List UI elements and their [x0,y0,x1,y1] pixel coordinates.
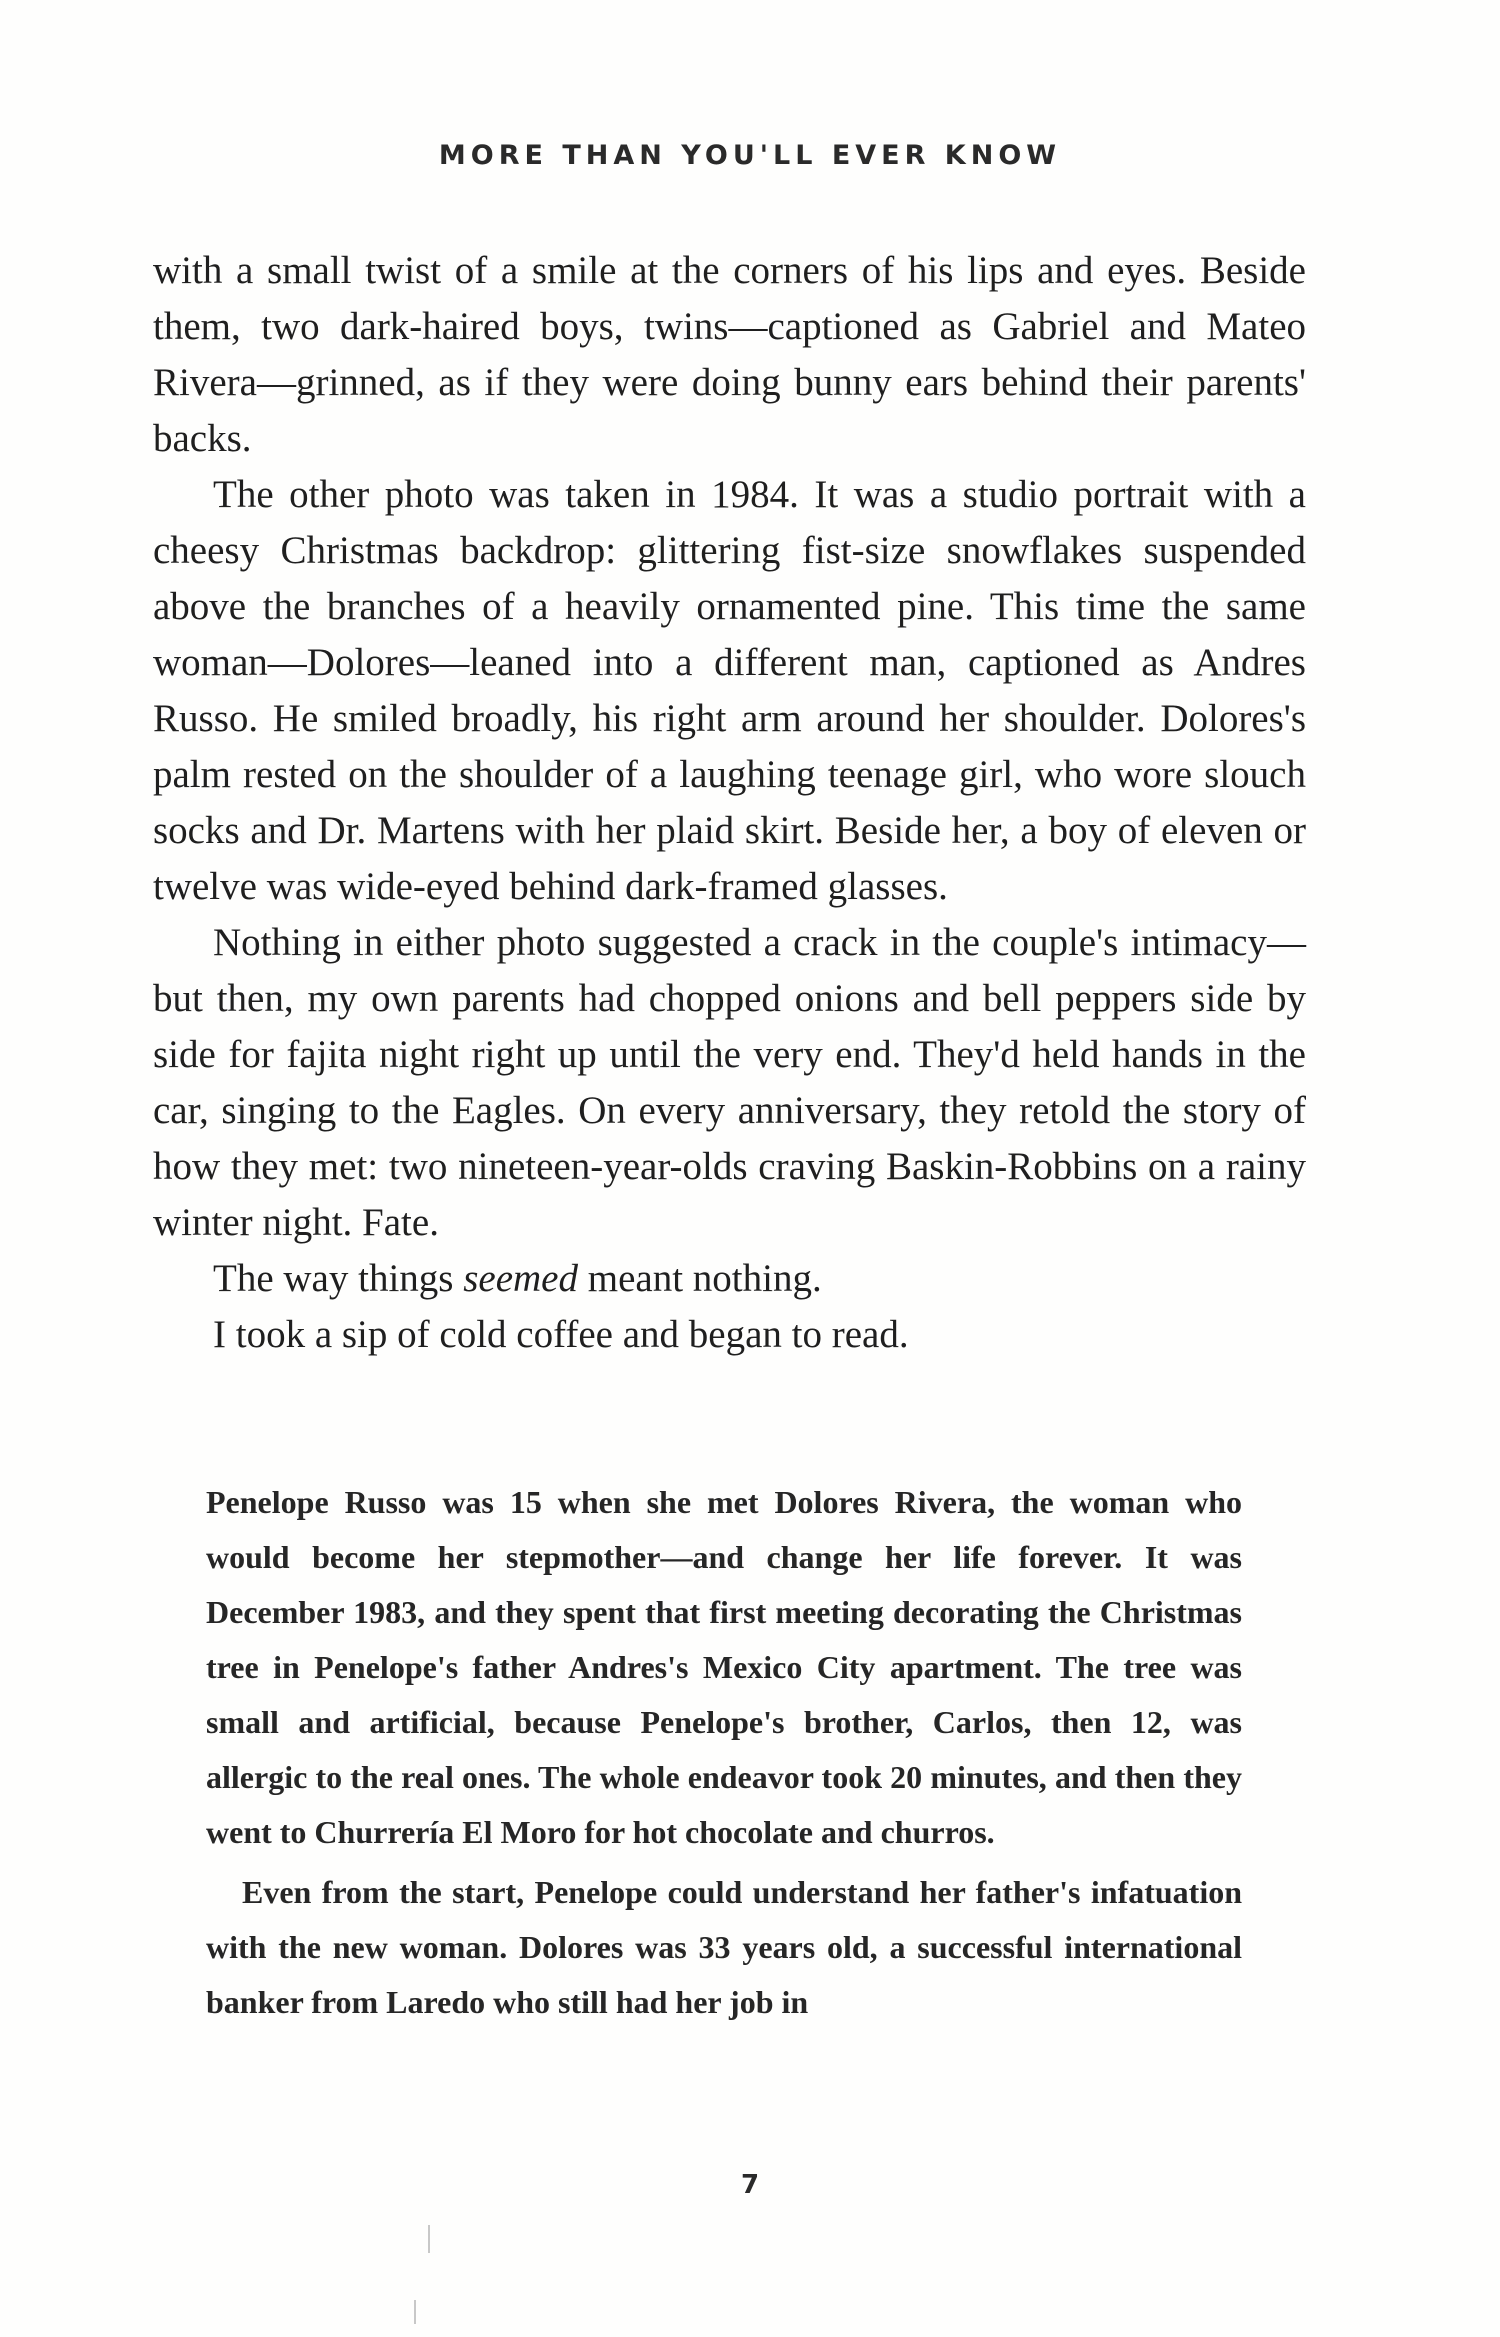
paragraph-seemed [153,1251,1306,1307]
seemed-after: meant nothing. [578,1257,822,1300]
excerpt-paragraph-2: Even from the start, Penelope could understand her father's infatuation with the new woman. Dolores was 33 years old, a successful international banker from Laredo who still had her job in [206,1874,1242,2020]
running-head: MORE THAN YOU'LL EVER KNOW [438,140,1062,171]
body-text [153,243,1306,1363]
scan-artifact [414,2300,416,2324]
paragraph-1: with a small twist of a smile at the corners of his lips and eyes. Beside them, two dark-haired boys, twins—captioned as Gabriel and Mateo Rivera—grinned, as if they were doing bunny ears behind their parents' backs. [153,249,1306,460]
paragraph-last: I took a sip of cold coffee and began to read. [213,1313,909,1356]
article-excerpt [206,1475,1242,2030]
seemed-before: The way things [213,1257,464,1300]
scan-artifact [428,2225,430,2253]
paragraph-2: The other photo was taken in 1984. It was a studio portrait with a cheesy Christmas backdrop: glittering fist-size snowflakes suspended above the branches of a heavily ornamented pine. This time the same woman—Dolores—leaned into a different man, captioned as Andres Russo. He smiled broadly, his right arm around her shoulder. Dolores's palm rested on the shoulder of a laughing teenage girl, who wore slouch socks and Dr. Martens with her plaid skirt. Beside her, a boy of eleven or twelve was wide-eyed behind dark-framed glasses. [153,473,1306,908]
page-number: 7 [740,2170,760,2200]
seemed-emphasis: seemed [463,1257,578,1300]
excerpt-paragraph-1: Penelope Russo was 15 when she met Dolores Rivera, the woman who would become her stepmother—and change her life forever. It was December 1983, and they spent that first meeting decorating the Christmas tree in Penelope's father Andres's Mexico City apartment. The tree was small and artificial, because Penelope's brother, Carlos, then 12, was allergic to the real ones. The whole endeavor took 20 minutes, and then they went to Churrería El Moro for hot chocolate and churros. [206,1484,1242,1850]
paragraph-3: Nothing in either photo suggested a crack in the couple's intimacy—but then, my own parents had chopped onions and bell peppers side by side for fajita night right up until the very end. They'd held hands in the car, singing to the Eagles. On every anniversary, they retold the story of how they met: two nineteen-year-olds craving Baskin-Robbins on a rainy winter night. Fate. [153,921,1306,1244]
